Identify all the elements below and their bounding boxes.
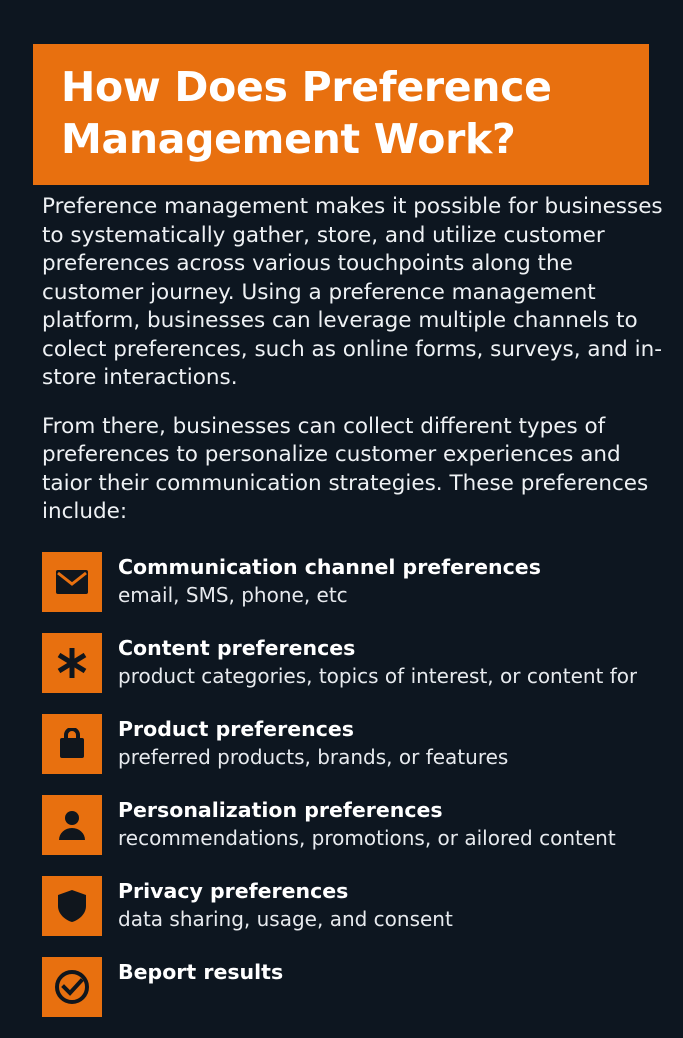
list-item-subtitle: recommendations, promotions, or ailored content [118,826,616,850]
list-item-subtitle: email, SMS, phone, etc [118,583,348,607]
list-item-text [118,633,637,690]
list-item-title: Content preferences [118,636,356,660]
asterisk-icon [42,633,102,693]
page-title [61,61,621,165]
envelope-icon [42,552,102,612]
title-banner [33,44,649,185]
list-item-text [118,714,508,771]
person-icon [42,795,102,855]
preference-type-list [42,552,682,1038]
list-item [42,957,682,1023]
list-item-title: Personalization preferences [118,798,443,822]
list-item-text [118,795,616,852]
list-item-subtitle: product categories, topics of interest, or content for [118,664,638,688]
list-item-title: Communication channel preferences [118,555,541,579]
list-item [42,714,682,780]
list-item [42,552,682,618]
shield-icon [42,876,102,936]
list-item-text [118,552,541,609]
list-item-text [118,876,453,933]
list-item-subtitle: data sharing, usage, and consent [118,907,453,931]
intro-paragraph-2: From there, businesses can collect different types of preferences to personalize customer experiences and taior their communication strategies. These preferences include: [42,413,649,524]
check-circle-icon [42,957,102,1017]
list-item-subtitle: preferred products, brands, or features [118,745,509,769]
intro-text [42,193,667,537]
list-item [42,876,682,942]
list-item-title: Privacy preferences [118,879,349,903]
bag-icon [42,714,102,774]
page-title-line-1: How Does Preference [61,63,552,111]
intro-paragraph-1: Preference management makes it possible for businesses to systematically gather, store, and utilize customer preferences across various touchpoints along the customer journey. Using a preference management platform, businesses can leverage multiple channels to colect preferences, such as online forms, surveys, and in-store interactions. [42,194,663,390]
list-item [42,633,682,699]
list-item-text [118,957,283,986]
page-title-line-2: Management Work? [61,115,516,163]
list-item-title: Product preferences [118,717,354,741]
list-item-title: Beport results [118,960,284,984]
list-item [42,795,682,861]
